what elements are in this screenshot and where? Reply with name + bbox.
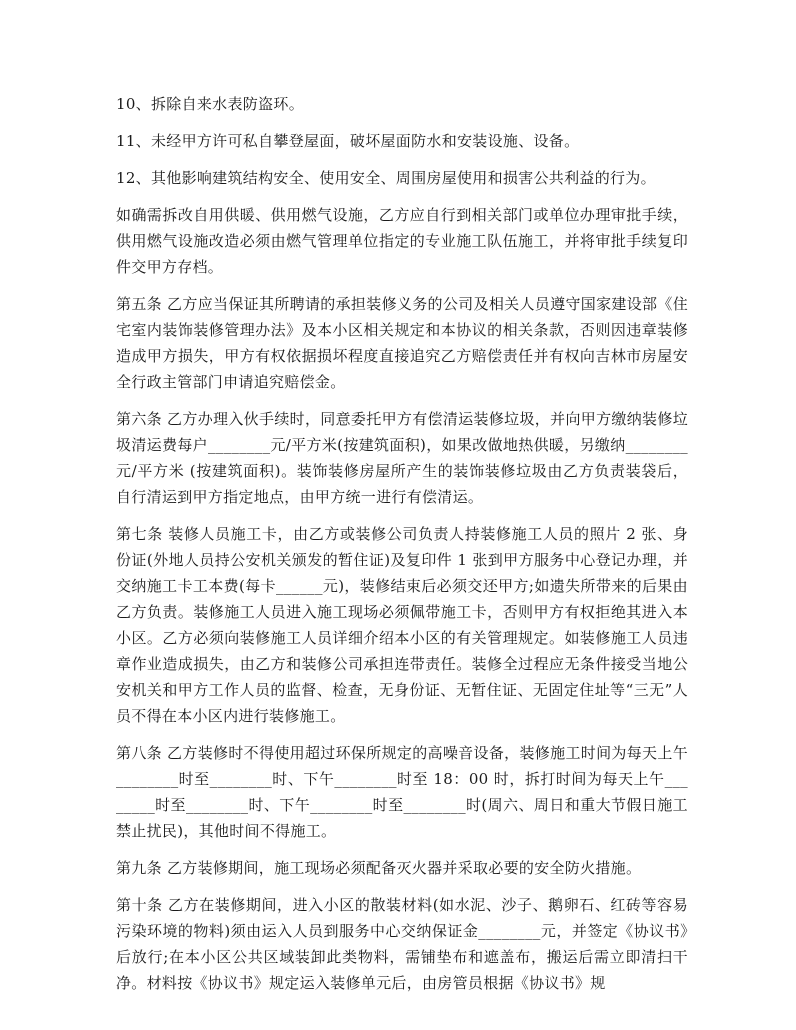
paragraph-item-12: 12、其他影响建筑结构安全、使用安全、周围房屋使用和损害公共利益的行为。	[116, 169, 656, 187]
document-body	[116, 91, 688, 1007]
paragraph-item-10: 10、拆除自来水表防盗环。	[116, 95, 304, 113]
paragraph-article-7: 第七条 装修人员施工卡，由乙方或装修公司负责人持装修施工人员的照片 2 张、身份证(外地人员持公安机关颁发的暂住证)及复印件 1 张到甲方服务中心登记办理，并交纳施工卡工本费(每卡______元)，装修结束后必须交还甲方;如遗失所带来的后果由乙方负责。装修施工人员进入施工现场必须佩带施工卡，否则甲方有权拒绝其进入本小区。乙方必须向装修施工人员详细介绍本小区的有关管理规定。如装修施工人员违章作业造成损失，由乙方和装修公司承担连带责任。装修全过程应无条件接受当地公安机关和甲方工作人员的监督、检查，无身份证、无暂住证、无固定住址等“三无”人员不得在本小区内进行装修施工。	[116, 525, 688, 725]
paragraph-article-5: 第五条 乙方应当保证其所聘请的承担装修义务的公司及相关人员遵守国家建设部《住宅室内装饰装修管理办法》及本小区相关规定和本协议的相关条款，否则因违章装修造成甲方损失，甲方有权依据损坏程度直接追究乙方赔偿责任并有权向吉林市房屋安全行政主管部门申请追究赔偿金。	[116, 295, 688, 391]
paragraph-article-6: 第六条 乙方办理入伙手续时，同意委托甲方有偿清运装修垃圾，并向甲方缴纳装修垃圾清运费每户________元/平方米(按建筑面积)，如果改做地热供暖，另缴纳________元/平方米 (按建筑面积)。装饰装修房屋所产生的装饰装修垃圾由乙方负责装袋后，自行清运到甲方指定地点，由甲方统一进行有偿清运。	[116, 410, 688, 506]
paragraph-article-8: 第八条 乙方装修时不得使用超过环保所规定的高噪音设备，装修施工时间为每天上午________时至________时、下午________时至 18：00 时，拆打时间为每天上午________时至________时、下午________时至________时(周六、周日和重大节假日施工禁止扰民)，其他时间不得施工。	[116, 744, 688, 840]
paragraph-article-10: 第十条 乙方在装修期间，进入小区的散装材料(如水泥、沙子、鹅卵石、红砖等容易污染环境的物料)须由运入人员到服务中心交纳保证金________元，并签定《协议书》后放行;在本小区公共区域装卸此类物料，需铺垫布和遮盖布，搬运后需立即清扫干净。材料按《协议书》规定运入装修单元后，由房管员根据《协议书》规	[116, 896, 688, 992]
paragraph-gas-facilities: 如确需拆改自用供暖、供用燃气设施，乙方应自行到相关部门或单位办理审批手续，供用燃气设施改造必须由燃气管理单位指定的专业施工队伍施工，并将审批手续复印件交甲方存档。	[116, 206, 688, 276]
paragraph-item-11: 11、未经甲方许可私自攀登屋面，破坏屋面防水和安装设施、设备。	[116, 132, 580, 150]
paragraph-article-9: 第九条 乙方装修期间，施工现场必须配备灭火器并采取必要的安全防火措施。	[116, 859, 642, 877]
